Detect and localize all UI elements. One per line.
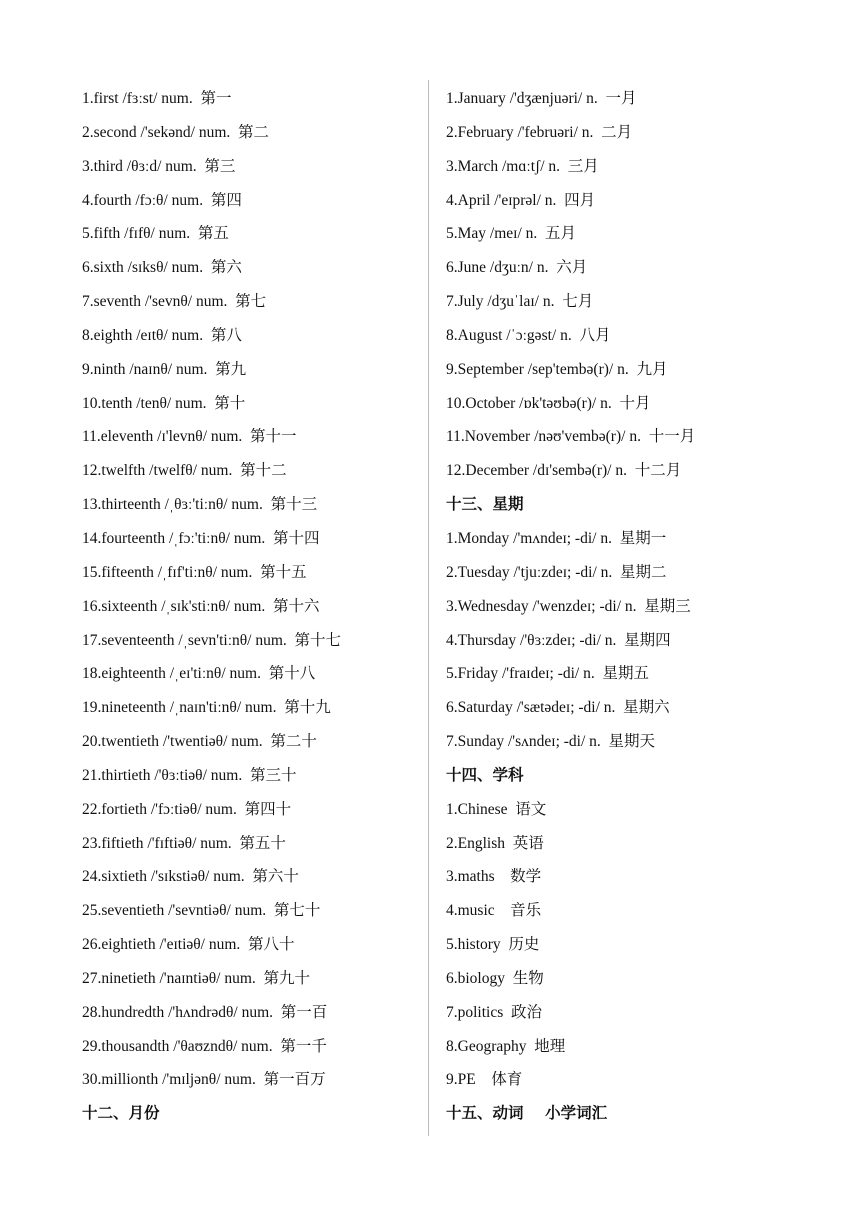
right-vocab-entry: 7.Sunday /'sʌndeɪ; -di/ n. 星期天 <box>446 733 656 751</box>
right-vocab-entry: 2.Tuesday /'tjuːzdeɪ; -di/ n. 星期二 <box>446 563 667 581</box>
left-vocab-entry: 22.fortieth /'fɔːtiəθ/ num. 第四十 <box>82 800 292 818</box>
left-vocab-entry: 15.fifteenth /ˌfɪf'tiːnθ/ num. 第十五 <box>82 563 307 581</box>
right-vocab-entry: 9.September /sep'tembə(r)/ n. 九月 <box>446 360 668 378</box>
left-vocab-entry: 3.third /θɜːd/ num. 第三 <box>82 157 236 175</box>
right-vocab-entry: 5.Friday /'fraɪdeɪ; -di/ n. 星期五 <box>446 665 649 683</box>
left-vocab-entry: 5.fifth /fɪfθ/ num. 第五 <box>82 225 229 243</box>
left-vocab-entry: 13.thirteenth /ˌθɜː'tiːnθ/ num. 第十三 <box>82 496 318 514</box>
left-vocab-entry: 18.eighteenth /ˌeɪ'tiːnθ/ num. 第十八 <box>82 665 316 683</box>
right-vocab-entry: 3.maths 数学 <box>446 868 542 886</box>
right-vocab-entry: 10.October /ɒk'təʊbə(r)/ n. 十月 <box>446 394 651 412</box>
left-vocab-entry: 1.first /fɜːst/ num. 第一 <box>82 90 232 107</box>
column-divider <box>428 80 429 1136</box>
right-vocab-entry: 6.Saturday /'sætədeɪ; -di/ n. 星期六 <box>446 699 670 717</box>
right-vocab-entry: 3.March /mɑːtʃ/ n. 三月 <box>446 157 599 175</box>
left-vocab-entry: 23.fiftieth /'fɪftiəθ/ num. 第五十 <box>82 834 286 852</box>
left-vocab-entry: 20.twentieth /'twentiəθ/ num. 第二十 <box>82 733 317 751</box>
left-vocab-entry: 24.sixtieth /'sɪkstiəθ/ num. 第六十 <box>82 868 299 886</box>
left-vocab-entry: 27.ninetieth /'naɪntiəθ/ num. 第九十 <box>82 969 311 987</box>
right-vocab-entry: 4.April /'eɪprəl/ n. 四月 <box>446 191 596 209</box>
right-vocab-entry: 2.February /'februəri/ n. 二月 <box>446 123 633 141</box>
left-vocab-entry: 25.seventieth /'sevntiəθ/ num. 第七十 <box>82 902 321 920</box>
left-word-column <box>82 82 412 1131</box>
right-vocab-entry: 1.January /'dʒænjuəri/ n. 一月 <box>446 90 637 107</box>
left-vocab-entry: 29.thousandth /'θaʊzndθ/ num. 第一千 <box>82 1037 327 1055</box>
left-vocab-entry: 10.tenth /tenθ/ num. 第十 <box>82 394 246 412</box>
left-vocab-entry: 8.eighth /eɪtθ/ num. 第八 <box>82 326 242 344</box>
right-vocab-entry: 5.May /meɪ/ n. 五月 <box>446 225 577 243</box>
left-vocab-entry: 6.sixth /sɪksθ/ num. 第六 <box>82 259 242 277</box>
right-vocab-entry: 3.Wednesday /'wenzdeɪ; -di/ n. 星期三 <box>446 597 691 615</box>
left-vocab-entry: 7.seventh /'sevnθ/ num. 第七 <box>82 293 267 311</box>
right-vocab-entry: 4.music 音乐 <box>446 902 542 920</box>
section-heading: 十三、星期 <box>446 495 524 514</box>
left-vocab-entry: 16.sixteenth /ˌsɪk'stiːnθ/ num. 第十六 <box>82 597 320 615</box>
left-vocab-entry: 14.fourteenth /ˌfɔː'tiːnθ/ num. 第十四 <box>82 529 320 547</box>
right-vocab-entry: 8.August /ˈɔːgəst/ n. 八月 <box>446 326 611 344</box>
right-vocab-entry: 8.Geography 地理 <box>446 1037 566 1055</box>
left-vocab-entry: 11.eleventh /ɪ'levnθ/ num. 第十一 <box>82 428 297 446</box>
right-vocab-entry: 1.Chinese 语文 <box>446 800 547 818</box>
left-vocab-entry: 2.second /'sekənd/ num. 第二 <box>82 123 270 141</box>
left-vocab-entry: 12.twelfth /twelfθ/ num. 第十二 <box>82 462 287 480</box>
left-vocab-entry: 30.millionth /'mɪljənθ/ num. 第一百万 <box>82 1071 326 1089</box>
section-heading: 十五、动词 小学词汇 <box>446 1104 608 1123</box>
right-vocab-entry: 6.biology 生物 <box>446 969 544 987</box>
right-vocab-entry: 9.PE 体育 <box>446 1071 523 1089</box>
right-vocab-entry: 11.November /nəʊ'vembə(r)/ n. 十一月 <box>446 428 696 446</box>
right-vocab-entry: 1.Monday /'mʌndeɪ; -di/ n. 星期一 <box>446 529 667 547</box>
section-heading: 十二、月份 <box>82 1104 160 1123</box>
right-vocab-entry: 5.history 历史 <box>446 936 540 954</box>
right-vocab-entry: 4.Thursday /'θɜːzdeɪ; -di/ n. 星期四 <box>446 631 671 649</box>
section-heading: 十四、学科 <box>446 765 524 784</box>
right-vocab-entry: 2.English 英语 <box>446 834 544 852</box>
left-vocab-entry: 19.nineteenth /ˌnaɪn'tiːnθ/ num. 第十九 <box>82 699 331 717</box>
right-vocab-entry: 6.June /dʒuːn/ n. 六月 <box>446 259 588 277</box>
right-vocab-entry: 7.politics 政治 <box>446 1003 543 1021</box>
left-vocab-entry: 26.eightieth /'eɪtiəθ/ num. 第八十 <box>82 936 295 954</box>
left-vocab-entry: 4.fourth /fɔːθ/ num. 第四 <box>82 191 242 209</box>
left-vocab-entry: 28.hundredth /'hʌndrədθ/ num. 第一百 <box>82 1003 328 1021</box>
right-vocab-entry: 7.July /dʒuˈlaɪ/ n. 七月 <box>446 293 594 311</box>
right-word-column <box>446 82 836 1131</box>
left-vocab-entry: 17.seventeenth /ˌsevn'tiːnθ/ num. 第十七 <box>82 631 342 649</box>
left-vocab-entry: 9.ninth /naɪnθ/ num. 第九 <box>82 360 247 378</box>
right-vocab-entry: 12.December /dɪ'sembə(r)/ n. 十二月 <box>446 462 682 480</box>
left-vocab-entry: 21.thirtieth /'θɜːtiəθ/ num. 第三十 <box>82 766 297 784</box>
